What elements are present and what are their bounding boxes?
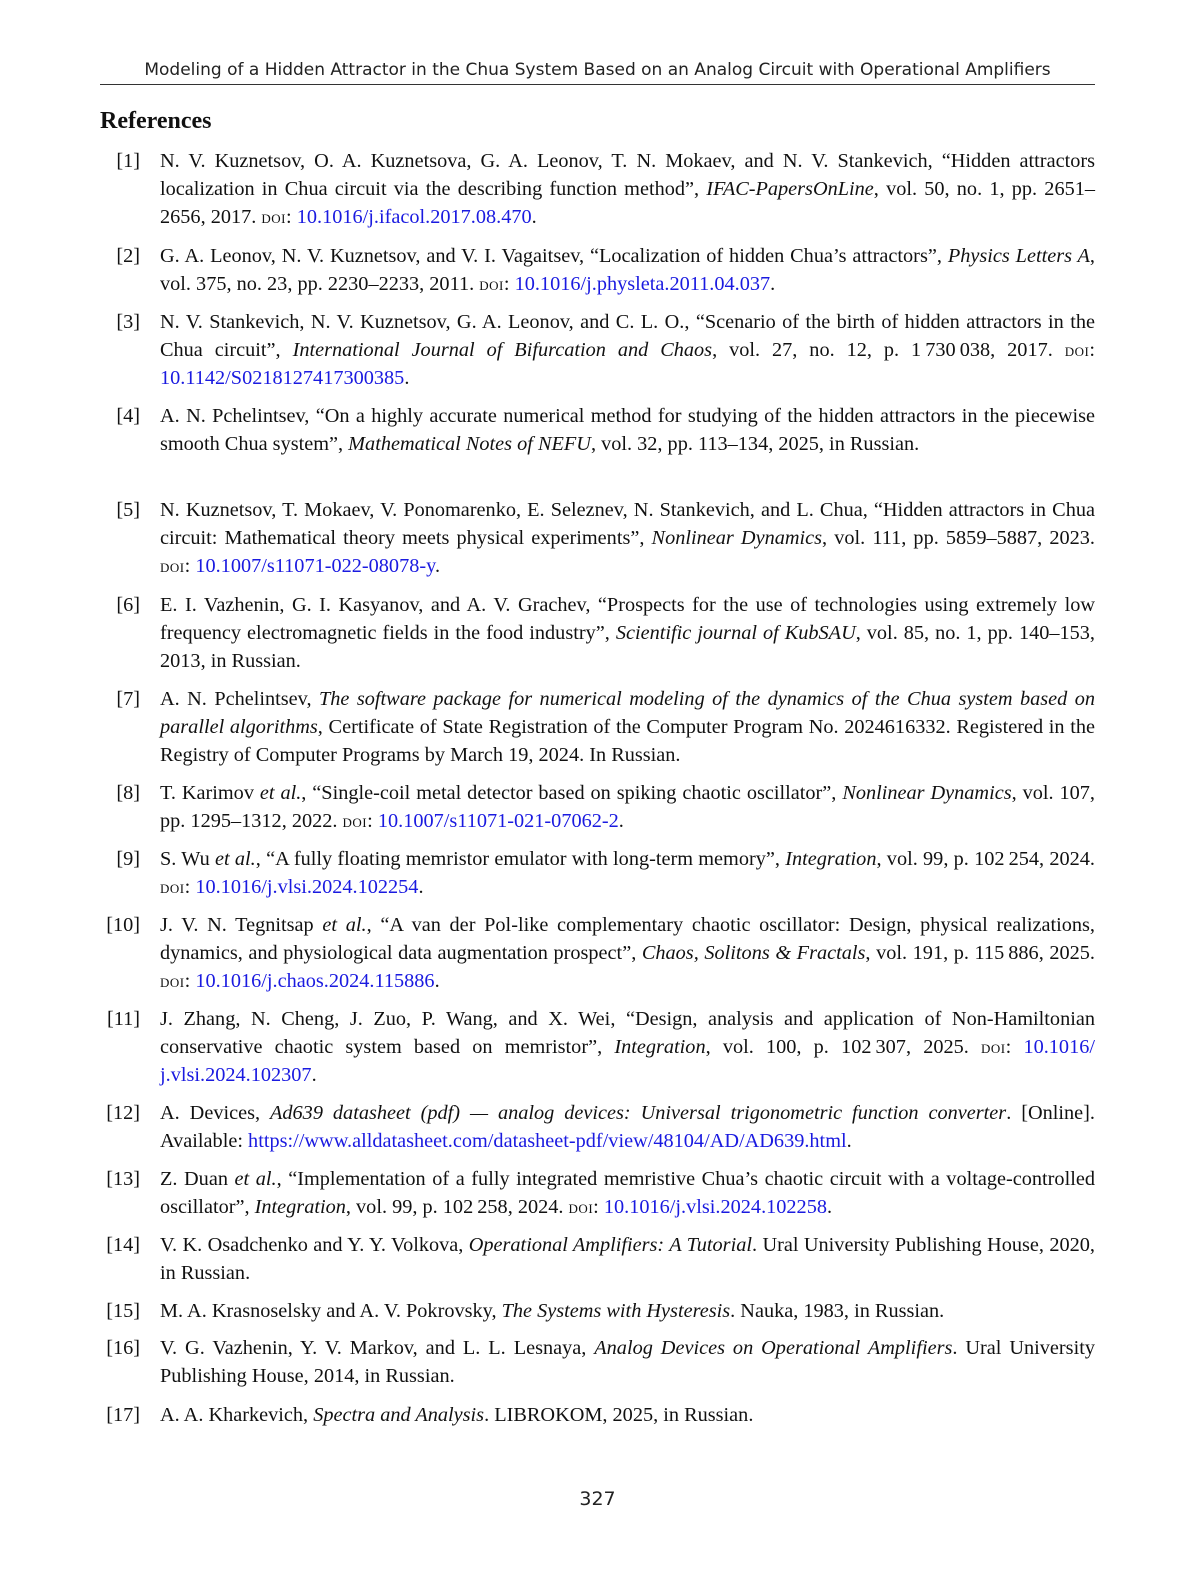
- reference-item: [100, 147, 1095, 231]
- url-link[interactable]: https://www.alldatasheet.com/datasheet-pdf/view/48104/AD/AD639.html: [248, 1130, 847, 1152]
- reference-text: T. Karimov et al., “Single-coil metal detector based on spiking chaotic oscillator”, Nonlinear Dynamics, vol. 107, pp. 1295–1312, 2022. doi: 10.1007/s11071-021-07062-2.: [160, 782, 1095, 832]
- reference-text: J. V. N. Tegnitsap et al., “A van der Pol-like complementary chaotic oscillator: Design, physical realizations, dynamics, and physiological data augmentation prospect”, Chaos, Solitons & Fractals, vol. 191, p. 115 886, 2025. doi: 10.1016/j.chaos.2024.115886.: [160, 914, 1095, 992]
- reference-journal: Nonlinear Dynamics: [651, 527, 823, 549]
- reference-text: N. Kuznetsov, T. Mokaev, V. Ponomarenko, E. Seleznev, N. Stankevich, and L. Chua, “Hidden attractors in Chua circuit: Mathematical theory meets physical experiments”, Nonlinear Dynamics, vol. 111, pp. 5859–5887, 2023. doi: 10.1007/s11071-022-08078-y.: [160, 499, 1095, 577]
- reference-number: [16]: [106, 1337, 140, 1359]
- doi-label: doi: [479, 274, 504, 294]
- reference-number: [9]: [116, 848, 140, 870]
- reference-text: A. Devices, Ad639 datasheet (pdf) — analog devices: Universal trigonometric function converter. [Online]. Available: https://www.alldatasheet.com/datasheet-pdf/view/48104/AD/AD639.html.: [160, 1102, 1095, 1152]
- doi-label: doi: [160, 877, 185, 897]
- reference-journal: Ad639 datasheet (pdf) — analog devices: Universal trigonometric function converter: [270, 1102, 1007, 1124]
- reference-journal: The software package for numerical modeling of the dynamics of the Chua system based on parallel algorithms: [160, 688, 1095, 738]
- reference-number: [4]: [116, 405, 140, 427]
- reference-number: [13]: [106, 1168, 140, 1190]
- reference-item: [100, 1005, 1095, 1089]
- reference-number: [10]: [106, 914, 140, 936]
- reference-journal: Scientific journal of KubSAU: [615, 622, 856, 644]
- reference-item: [100, 591, 1095, 675]
- et-al: et al.: [234, 1168, 277, 1190]
- reference-number: [5]: [116, 499, 140, 521]
- reference-text: J. Zhang, N. Cheng, J. Zuo, P. Wang, and X. Wei, “Design, analysis and application of Non-Hamiltonian conservative chaotic system based on memristor”, Integration, vol. 100, p. 102 307, 2025. doi: 10.1016/ j.vlsi.2024.102307.: [160, 1008, 1095, 1086]
- reference-number: [12]: [106, 1102, 140, 1124]
- reference-item: [100, 1231, 1095, 1287]
- reference-text: A. N. Pchelintsev, The software package for numerical modeling of the dynamics of the Chua system based on parallel algorithms, Certificate of State Registration of the Computer Program No. 2024616332. Registered in the Registry of Computer Programs by March 19, 2024. In Russian.: [160, 688, 1095, 766]
- reference-number: [3]: [116, 311, 140, 333]
- reference-text: N. V. Stankevich, N. V. Kuznetsov, G. A. Leonov, and C. L. O., “Scenario of the birth of hidden attractors in the Chua circuit”, International Journal of Bifurcation and Chaos, vol. 27, no. 12, p. 1 730 038, 2017. doi: 10.1142/S0218127417300385.: [160, 311, 1095, 389]
- doi-link[interactable]: 10.1016/j.chaos.2024.115886: [195, 970, 435, 992]
- reference-item: [100, 911, 1095, 995]
- et-al: et al.: [322, 914, 367, 936]
- reference-text: V. G. Vazhenin, Y. V. Markov, and L. L. Lesnaya, Analog Devices on Operational Amplifiers. Ural University Publishing House, 2014, in Russian.: [160, 1337, 1095, 1387]
- reference-text: V. K. Osadchenko and Y. Y. Volkova, Operational Amplifiers: A Tutorial. Ural University Publishing House, 2020, in Russian.: [160, 1234, 1095, 1284]
- doi-label: doi: [1064, 340, 1090, 360]
- reference-number: [1]: [116, 150, 140, 172]
- section-title: References: [100, 108, 212, 134]
- reference-journal: Nonlinear Dynamics: [842, 782, 1012, 804]
- reference-journal: IFAC-PapersOnLine: [706, 178, 874, 200]
- doi-link[interactable]: 10.1007/s11071-021-07062-2: [377, 810, 619, 832]
- doi-label: doi: [568, 1197, 594, 1217]
- reference-journal: Spectra and Analysis: [313, 1404, 485, 1426]
- doi-link[interactable]: 10.1016/j.vlsi.2024.102254: [195, 876, 419, 898]
- reference-number: [8]: [116, 782, 140, 804]
- reference-item: [100, 685, 1095, 769]
- reference-journal: Physics Letters A: [947, 245, 1090, 267]
- reference-item: [100, 1401, 1095, 1429]
- reference-journal: Integration: [254, 1196, 346, 1218]
- reference-journal: International Journal of Bifurcation and Chaos: [292, 339, 713, 361]
- reference-item: [100, 402, 1095, 458]
- running-head: Modeling of a Hidden Attractor in the Chua System Based on an Analog Circuit with Operational Amplifiers: [100, 58, 1095, 85]
- reference-text: S. Wu et al., “A fully floating memristor emulator with long-term memory”, Integration, vol. 99, p. 102 254, 2024. doi: 10.1016/j.vlsi.2024.102254.: [160, 848, 1095, 898]
- reference-item: [100, 1334, 1095, 1390]
- reference-text: A. N. Pchelintsev, “On a highly accurate numerical method for studying of the hidden attractors in the piecewise smooth Chua system”, Mathematical Notes of NEFU, vol. 32, pp. 113–134, 2025, in Russian.: [160, 405, 1095, 455]
- reference-journal: Mathematical Notes of NEFU: [348, 433, 591, 455]
- doi-label: doi: [261, 207, 287, 227]
- doi-link[interactable]: 10.1016/j.vlsi.2024.102258: [603, 1196, 827, 1218]
- reference-item: [100, 1099, 1095, 1155]
- page-number: 327: [579, 1488, 616, 1510]
- doi-link[interactable]: 10.1007/s11071-022-08078-y: [195, 555, 435, 577]
- reference-journal: Analog Devices on Operational Amplifiers: [594, 1337, 953, 1359]
- reference-text: N. V. Kuznetsov, O. A. Kuznetsova, G. A. Leonov, T. N. Mokaev, and N. V. Stankevich, “Hidden attractors localization in Chua circuit via the describing function method”, IFAC-PapersOnLine, vol. 50, no. 1, pp. 2651–2656, 2017. doi: 10.1016/j.ifacol.2017.08.470.: [160, 150, 1096, 228]
- reference-item: [100, 308, 1095, 392]
- reference-journal: Integration: [614, 1036, 706, 1058]
- reference-number: [6]: [116, 594, 140, 616]
- doi-label: doi: [342, 811, 368, 831]
- reference-text: Z. Duan et al., “Implementation of a fully integrated memristive Chua’s chaotic circuit with a voltage-controlled oscillator”, Integration, vol. 99, p. 102 258, 2024. doi: 10.1016/j.vlsi.2024.102258.: [160, 1168, 1095, 1218]
- reference-text: A. A. Kharkevich, Spectra and Analysis. LIBROKOM, 2025, in Russian.: [160, 1404, 754, 1426]
- doi-link[interactable]: 10.1016/j.ifacol.2017.08.470: [296, 206, 532, 228]
- reference-item: [100, 1297, 1095, 1325]
- reference-item: [100, 242, 1095, 298]
- doi-link[interactable]: 10.1142/S0218127417300385: [160, 367, 405, 389]
- reference-journal: Integration: [785, 848, 877, 870]
- reference-item: [100, 845, 1095, 901]
- reference-item: [100, 779, 1095, 835]
- reference-item: [100, 496, 1095, 580]
- reference-number: [15]: [106, 1300, 140, 1322]
- reference-number: [7]: [116, 688, 140, 710]
- reference-text: G. A. Leonov, N. V. Kuznetsov, and V. I. Vagaitsev, “Localization of hidden Chua’s attractors”, Physics Letters A, vol. 375, no. 23, pp. 2230–2233, 2011. doi: 10.1016/j.physleta.2011.04.037.: [160, 245, 1095, 295]
- reference-journal: The Systems with Hysteresis: [501, 1300, 731, 1322]
- reference-text: M. A. Krasnoselsky and A. V. Pokrovsky, The Systems with Hysteresis. Nauka, 1983, in Russian.: [160, 1300, 945, 1322]
- reference-number: [14]: [106, 1234, 140, 1256]
- doi-link[interactable]: 10.1016/j.physleta.2011.04.037: [514, 273, 771, 295]
- reference-item: [100, 1165, 1095, 1221]
- reference-text: E. I. Vazhenin, G. I. Kasyanov, and A. V. Grachev, “Prospects for the use of technologies using extremely low frequency electromagnetic fields in the food industry”, Scientific journal of KubSAU, vol. 85, no. 1, pp. 140–153, 2013, in Russian.: [160, 594, 1096, 672]
- doi-label: doi: [981, 1037, 1006, 1057]
- reference-journal: Chaos, Solitons & Fractals: [641, 942, 866, 964]
- reference-number: [17]: [106, 1404, 140, 1426]
- et-al: et al.: [214, 848, 256, 870]
- doi-link[interactable]: 10.1016/ j.vlsi.2024.102307: [160, 1036, 1095, 1086]
- reference-journal: Operational Amplifiers: A Tutorial: [468, 1234, 752, 1256]
- doi-label: doi: [160, 971, 185, 991]
- et-al: et al.: [259, 782, 302, 804]
- reference-number: [2]: [116, 245, 140, 267]
- doi-label: doi: [160, 556, 185, 576]
- reference-number: [11]: [106, 1008, 140, 1030]
